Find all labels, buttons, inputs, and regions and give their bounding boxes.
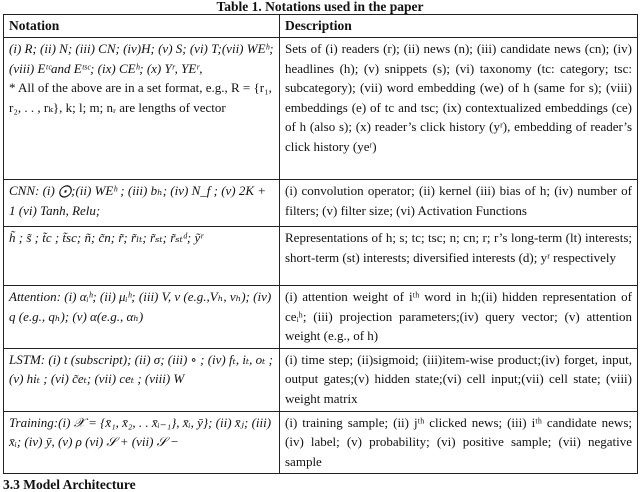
notation-text: (i) R; (ii) N; (iii) CN; (iv)H; (v) S; (vi) T;(vii) WEʰ; (viii) Eᵗᶜand Eᵗˢᶜ; (ix) CEʰ; (x) Yʳ, YEʳ,: [9, 41, 274, 76]
description-cell: (i) time step; (ii)sigmoid; (iii)item-wise product;(iv) forget, input, output gates;(v) hidden state;(vi) cell input;(vii) cell state; (viii) weight matrix: [280, 348, 638, 411]
notation-cell: CNN: (i) ⨀;(ii) WEʰ ; (iii) bₕ; (iv) N_f ; (v) 2K + 1 (vi) Tanh, Relu;: [4, 180, 280, 227]
notation-note: * All of the above are in a set format, e.g., R = {r₁, r₂, . . , rₖ}, k; l; m; nᵣ are lengths of vector: [9, 80, 272, 115]
table-row: [4, 348, 638, 411]
description-cell: (i) attention weight of iᵗʰ word in h;(ii) hidden representation of ceᵢʰ; (iii) projection parameters;(iv) query vector; (v) attention weight (e.g., of h): [280, 286, 638, 349]
table-row: [4, 411, 638, 474]
description-cell: (i) training sample; (ii) jᵗʰ clicked news; (iii) iᵗʰ candidate news; (iv) label; (v) probability; (vi) positive sample; (vii) negative sample: [280, 411, 638, 474]
notation-table: [3, 14, 638, 474]
section-heading: 3.3 Model Architecture: [3, 477, 136, 492]
description-cell: (i) convolution operator; (ii) kernel (iii) bias of h; (iv) number of filters; (v) filter size; (vi) Activation Functions: [280, 180, 638, 227]
notation-cell: h̃ ; s̃ ; t̃c ; t̃sc; ñ; c̃n; r̃; r̃ₗₜ; r̃ₛₜ; r̃ₛₜᵈ; ỹʳ: [4, 227, 280, 286]
table-row: [4, 180, 638, 227]
description-cell: Sets of (i) readers (r); (ii) news (n); (iii) candidate news (cn); (iv) headlines (h); (v) snippets (s); (vi) taxonomy (tc: category; tsc: subcategory); (vii) word embedding (we) of h (same for s); (viii) embeddings (e) of tc and tsc; (ix) contextualized embeddings (ce) of h (also s); (x) reader’s click history (yʳ), embedding of reader’s click history (yeʳ): [280, 38, 638, 180]
table-row: [4, 227, 638, 286]
table-row: [4, 286, 638, 349]
notation-cell: Training:(i) 𝒳 = {x̄₁, x̄₂, . . x̄ᵢ₋₁}, x̄ᵢ, ȳ}; (ii) x̄ⱼ; (iii) x̄ᵢ; (iv) ȳ, (v) ρ (vi) 𝒮 + (vii) 𝒮 −: [4, 411, 280, 474]
table-header-row: [4, 15, 638, 38]
description-cell: Representations of h; s; tc; tsc; n; cn; r; r’s long-term (lt) interests; short-term (st) interests; diversified interests (d); yʳ respectively: [280, 227, 638, 286]
table-caption: Table 1. Notations used in the paper: [216, 0, 424, 14]
notation-cell: Attention: (i) αᵢʰ; (ii) μᵢʰ; (iii) V, v (e.g.,Vₕ, vₕ); (iv) q (e.g., qₕ); (v) α(e.g., αₕ): [4, 286, 280, 349]
notation-cell: LSTM: (i) t (subscript); (ii) σ; (iii) ∘ ; (iv) fₜ, iₜ, oₜ ; (v) hiₜ ; (vi) c̃eₜ; (vii) ceₜ ; (viii) W: [4, 348, 280, 411]
table-row: [4, 38, 638, 180]
header-description: Description: [280, 15, 638, 38]
header-notation: Notation: [4, 15, 280, 38]
notation-cell: [4, 38, 280, 180]
